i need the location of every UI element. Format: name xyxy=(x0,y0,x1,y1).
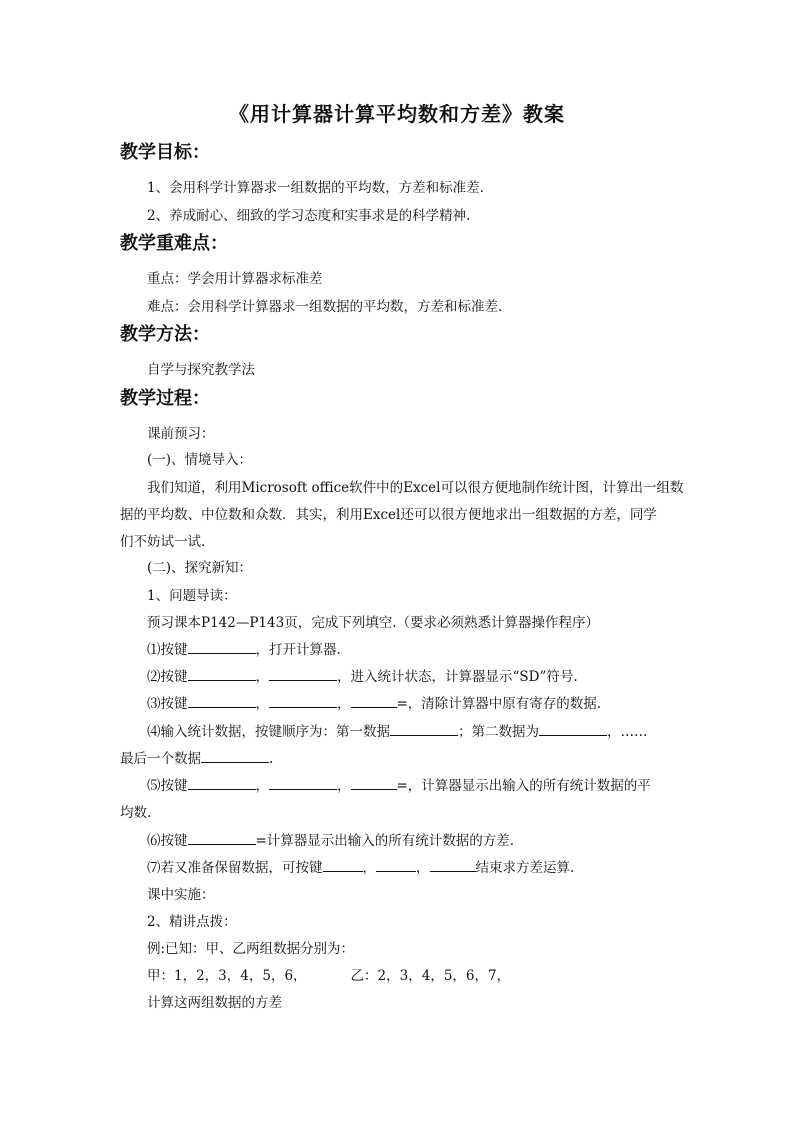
method-text: 自学与探究教学法 xyxy=(147,362,255,378)
separator: ， xyxy=(337,696,351,712)
step-6 xyxy=(147,829,514,849)
blank xyxy=(351,775,397,790)
blank xyxy=(269,775,337,790)
separator: ， xyxy=(255,669,269,685)
in-class-label: 课中实施： xyxy=(147,887,215,903)
intro-line-3: 们不妨试一试. xyxy=(120,534,206,550)
period: . xyxy=(269,751,274,767)
step-4-tail: ，…… xyxy=(607,724,648,740)
blank xyxy=(539,721,607,736)
step-6-text: ⑹按键 xyxy=(147,833,188,849)
difficult-point: 难点：会用科学计算器求一组数据的平均数，方差和标准差. xyxy=(147,299,503,315)
data-line xyxy=(147,964,510,984)
step-4-mid: ；第二数据为 xyxy=(458,724,539,740)
step-7 xyxy=(147,856,574,876)
explore-heading: (二)、探究新知： xyxy=(147,560,253,576)
step-5-tail: =，计算器显示出输入的所有统计数据的平 xyxy=(396,778,651,794)
preview-label: 课前预习： xyxy=(147,426,215,442)
heading-goals: 教学目标： xyxy=(120,142,210,163)
step-2-text: ⑵按键 xyxy=(147,669,188,685)
separator: ， xyxy=(362,860,376,876)
goal-2: 2、养成耐心、细致的学习态度和实事求是的科学精神. xyxy=(147,208,471,224)
intro-line-1: 我们知道，利用Microsoft office软件中的Excel可以很方便地制作统计图，计算出一组数 xyxy=(147,480,684,496)
step-2-tail: ，进入统计状态，计算器显示“SD”符号. xyxy=(337,669,578,685)
step-4-text: ⑷输入统计数据，按键顺序为：第一数据 xyxy=(147,724,390,740)
intro-line-2: 据的平均数、中位数和众数．其实，利用Excel还可以很方便地求出一组数据的方差，同学 xyxy=(120,507,657,523)
step-3 xyxy=(147,692,601,712)
blank xyxy=(390,721,458,736)
step-3-text: ⑶按键 xyxy=(147,696,188,712)
blank xyxy=(269,693,337,708)
step-1-tail: ，打开计算器. xyxy=(255,642,341,658)
blank xyxy=(188,666,256,681)
separator: ， xyxy=(337,778,351,794)
task-text: 计算这两组数据的方差 xyxy=(147,995,282,1011)
separator: ， xyxy=(255,696,269,712)
intro-heading: (一)、情境导入： xyxy=(147,452,253,468)
blank xyxy=(376,857,416,872)
step-5-cont: 均数. xyxy=(120,805,152,821)
separator: ， xyxy=(255,778,269,794)
goal-1: 1、会用科学计算器求一组数据的平均数，方差和标准差. xyxy=(147,180,484,196)
data-group-a: 甲：1，2，3，4，5，6， xyxy=(147,968,307,984)
heading-process: 教学过程： xyxy=(120,388,210,409)
blank xyxy=(188,830,256,845)
step-2 xyxy=(147,665,578,685)
question-intro: 预习课本P142—P143页，完成下列填空.（要求必须熟悉计算器操作程序） xyxy=(147,615,599,631)
step-5-text: ⑸按键 xyxy=(147,778,188,794)
step-7-text: ⑺若又准备保留数据，可按键 xyxy=(147,860,323,876)
step-7-tail: 结束求方差运算. xyxy=(475,860,575,876)
blank xyxy=(323,857,363,872)
blank xyxy=(430,857,476,872)
step-6-tail: =计算器显示出输入的所有统计数据的方差. xyxy=(255,833,515,849)
step-5 xyxy=(147,774,651,794)
heading-method: 教学方法： xyxy=(120,324,210,345)
step-4-cont xyxy=(120,747,273,767)
blank xyxy=(269,666,337,681)
step-1 xyxy=(147,638,341,658)
point-heading: 2、精讲点拨： xyxy=(147,914,237,930)
step-1-text: ⑴按键 xyxy=(147,642,188,658)
data-group-b: 乙：2，3，4，5，6，7， xyxy=(350,968,511,984)
blank xyxy=(188,639,256,654)
separator: ， xyxy=(416,860,430,876)
example-text: 例:已知：甲、乙两组数据分别为： xyxy=(147,941,355,957)
blank xyxy=(188,693,256,708)
blank xyxy=(351,693,397,708)
key-point: 重点：学会用计算器求标准差 xyxy=(147,271,323,287)
step-4 xyxy=(147,720,648,740)
page-title: 《用计算器计算平均数和方差》教案 xyxy=(229,102,565,126)
step-3-tail: =，清除计算器中原有寄存的数据. xyxy=(396,696,602,712)
blank xyxy=(201,748,269,763)
blank xyxy=(188,775,256,790)
step-4-last-label: 最后一个数据 xyxy=(120,751,201,767)
question-heading: 1、问题导读： xyxy=(147,588,237,604)
heading-key-points: 教学重难点： xyxy=(120,233,228,254)
